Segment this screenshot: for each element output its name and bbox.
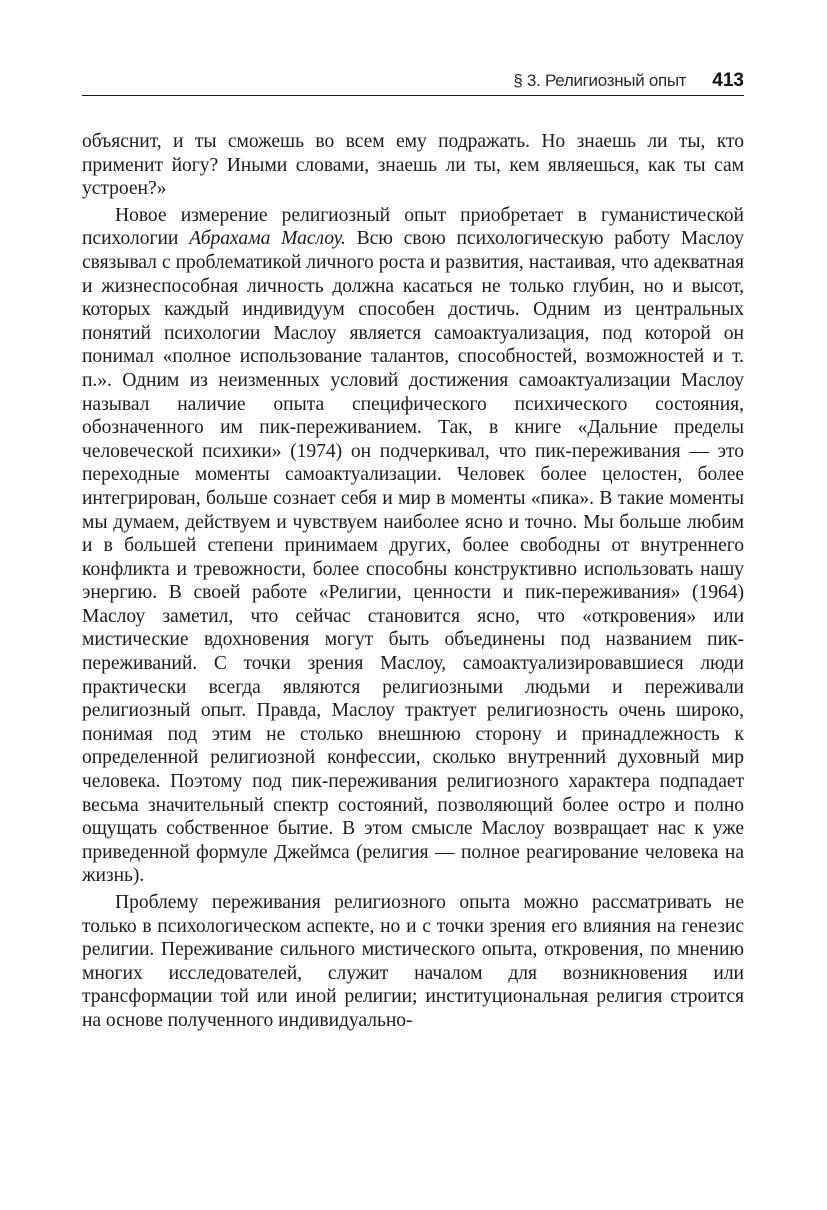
book-page [82, 70, 744, 1033]
running-header [82, 70, 744, 96]
author-name-emphasis: Абрахама Маслоу. [189, 228, 346, 250]
paragraph-continued: объяснит, и ты сможешь во всем ему подражать. Но знаешь ли ты, кто применит йогу? Иными словами, знаешь ли ты, кем являешься, как ты сам устроен?» [82, 131, 744, 200]
paragraph-maslow-intro: Новое измерение религиозный опыт приобретает в гуманистической психологии [82, 204, 744, 250]
paragraph-maslow-body: Всю свою психологическую работу Маслоу связывал с проблематикой личного роста и развития, настаивая, что адекватная и жизнеспособная личность должна касаться не только глубин, но и высот, которых каждый индивидуум способен достичь. Одним из центральных понятий психологии Маслоу является самоактуализация, под которой он понимал «полное использование талантов, способностей, возможностей и т. п.». Одним из неизменных условий достижения самоактуализации Маслоу называл наличие опыта специфического психического состояния, обозначенного им пик-переживанием. Так, в книге «Дальние пределы человеческой психики» (1974) он подчеркивал, что пик-переживания — это переходные моменты самоактуализации. Человек более целостен, более интегрирован, больше сознает себя и мир в моменты «пика». В такие моменты мы думаем, действуем и чувствуем наиболее ясно и точно. Мы больше любим и в большей степени принимаем других, более свободны от внутреннего конфликта и тревожности, более способны конструктивно использовать нашу энергию. В своей работе «Религии, ценности и пик-переживания» (1964) Маслоу заметил, что сейчас становится ясно, что «откровения» или мистические вдохновения могут быть объединены под названием пик-переживаний. С точки зрения Маслоу, самоактуализировавшиеся люди практически всегда являются религиозными людьми и переживали религиозный опыт. Правда, Маслоу трактует религиозность очень широко, понимая под этим не столько внешнюю сторону и принадлежность к определенной религиозной конфессии, сколько внутренний духовный мир человека. Поэтому под пик-переживания религиозного характера подпадает весьма значительный спектр состояний, позволяющий более остро и полно ощущать собственное бытие. В этом смысле Маслоу возвращает нас к уже приведенной формуле Джеймса (религия — полное реагирование человека на жизнь). [82, 228, 744, 887]
paragraph-genesis: Проблему переживания религиозного опыта можно рассматривать не только в психологическом аспекте, но и с точки зрения его влияния на генезис религии. Переживание сильного мистического опыта, откровения, по мнению многих исследователей, служит началом для возникновения или трансформации той или иной религии; институциональная религия строится на основе полученного индивидуально- [82, 892, 744, 1031]
body-text [82, 130, 744, 1033]
paragraph-maslow [82, 204, 744, 888]
page-number: 413 [712, 70, 744, 91]
section-title: § 3. Религиозный опыт [513, 71, 687, 90]
